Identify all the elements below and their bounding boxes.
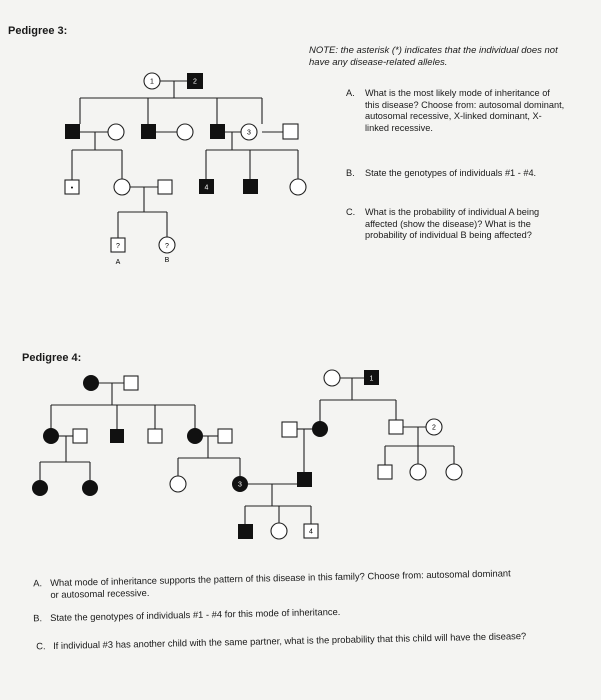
p4-gen3-male-4 <box>378 465 392 479</box>
pedigree4-question-a-text: What mode of inheritance supports the pattern of this disease in this family? Choose from: autosomal dominant or autosomal recessive. <box>50 567 511 600</box>
p4-gen3-female-5 <box>446 464 462 480</box>
pedigree4-question-b-text: State the genotypes of individuals #1 - #4 for this mode of inheritance. <box>50 605 341 623</box>
pedigree4-question-a-label: A. <box>33 577 43 589</box>
pedigree3-question-b-text: State the genotypes of individuals #1 - #4. <box>365 168 537 178</box>
pedigree4-title: Pedigree 4: <box>22 352 82 364</box>
pedigree3-title: Pedigree 3: <box>8 25 68 37</box>
p4-label-3: 3 <box>238 481 242 489</box>
p4-gen1-male-left <box>124 376 138 390</box>
p4-gen2-affected-male-2 <box>110 429 124 443</box>
p4-gen1-female-right <box>324 370 340 386</box>
pedigree3-note: NOTE: the asterisk (*) indicates that the individual does not have any disease-related alleles. <box>309 45 558 68</box>
p3-individual-b-label: B <box>164 257 170 264</box>
p3-label-4: 4 <box>204 184 209 192</box>
p4-gen2-male-5 <box>282 422 297 437</box>
p3-label-1: 1 <box>150 78 154 86</box>
p4-gen2-affected-female-1 <box>43 428 59 444</box>
p4-gen2-affected-female-2 <box>187 428 203 444</box>
p4-label-1: 1 <box>369 375 374 383</box>
p4-gen3-affected-female-1 <box>32 480 48 496</box>
pedigree3-question-a-label: A. <box>346 88 355 98</box>
p4-gen3-female-4 <box>410 464 426 480</box>
p4-label-2: 2 <box>432 424 436 432</box>
pedigree4-question-c-label: C. <box>36 640 46 652</box>
pedigree3-question-b-label: B. <box>346 168 355 178</box>
p4-gen3-female-3 <box>170 476 186 492</box>
pedigree4-question-b-label: B. <box>33 612 43 624</box>
p4-gen3-affected-male-partner <box>297 472 312 487</box>
pedigree4-question-c-text: If individual #3 has another child with the same partner, what is the probability that this child will have the disease? <box>53 630 527 651</box>
p4-gen4-affected-male <box>238 524 253 539</box>
p4-gen3-affected-female-2 <box>82 480 98 496</box>
p3-label-2: 2 <box>193 78 197 86</box>
p3-individual-a-label: A <box>115 259 121 266</box>
p4-gen2-male-6 <box>389 420 403 434</box>
p3-question-mark-b: ? <box>165 243 169 250</box>
p4-gen2-male-3 <box>148 429 162 443</box>
pedigree3-question-c-label: C. <box>346 207 356 217</box>
p4-gen2-affected-female-3 <box>312 421 328 437</box>
p4-gen4-female <box>271 523 287 539</box>
pedigree3-question-c-text: What is the probability of individual A being affected (show the disease)? What is the probability of individual B being affected? <box>365 207 540 240</box>
p4-gen2-male-4 <box>218 429 232 443</box>
p4-gen2-male-1 <box>73 429 87 443</box>
p3-question-mark-a: ? <box>116 243 120 250</box>
p4-gen1-affected-female-left <box>83 375 99 391</box>
p3-label-3: 3 <box>247 129 251 137</box>
pedigree3-question-a-text: What is the most likely mode of inheritance of this disease? Choose from: autosomal dominant, autosomal recessive, X-linked dominant, X-linked recessive. <box>365 88 565 133</box>
p3-asterisk-dot: • <box>70 185 74 192</box>
p4-label-4: 4 <box>309 528 313 536</box>
